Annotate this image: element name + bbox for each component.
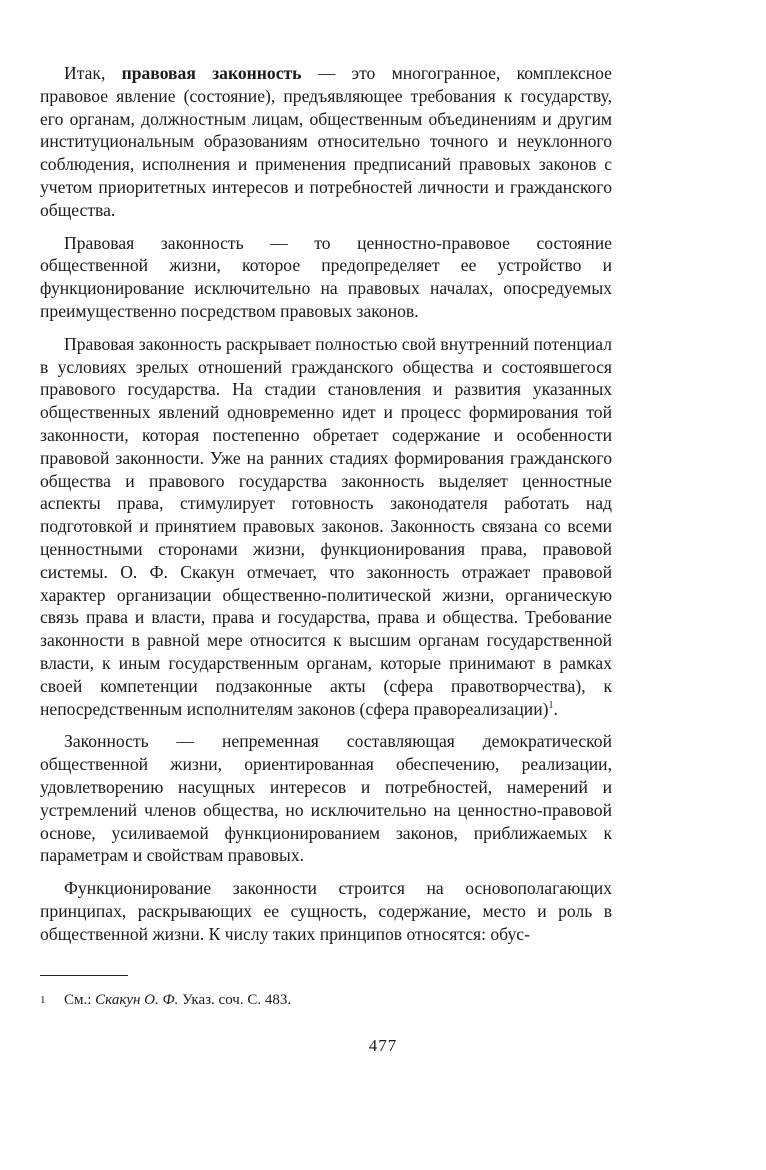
footnote-reference: 1	[548, 699, 554, 711]
paragraph-2-text: Правовая законность — то ценностно-правовое состояние общественной жизни, которое предопределяет ее устройство и функционирование исключительно на правовых началах, опосредуемых преимущественно посредством правовых законов.	[40, 232, 612, 321]
footnote-divider	[40, 975, 128, 976]
page-body	[40, 62, 612, 945]
footnote-author: Скакун О. Ф.	[95, 992, 179, 1008]
paragraph-5	[40, 877, 612, 945]
paragraph-5-text: Функционирование законности строится на основополагающих принципах, раскрывающих ее сущность, содержание, место и роль в общественной жизни. К числу таких принципов относятся: обус-	[40, 878, 612, 944]
paragraph-1-lead: Итак,	[64, 63, 122, 83]
paragraph-1	[40, 62, 612, 222]
footnote-prefix: См.:	[64, 992, 96, 1008]
footnote	[40, 990, 612, 1010]
footnote-number: 1	[40, 994, 46, 1006]
page-number: 477	[368, 1036, 398, 1055]
paragraph-3-text: Правовая законность раскрывает полностью свой внутренний потенциал в условиях зрелых отношений гражданского общества и состоявшегося правового государства. На стадии становления и развития указанных общественных явлений одновременно идет и процесс формирования той законности, которая постепенно обретает содержание и особенности правовой законности. Уже на ранних стадиях формирования гражданского общества и правового государства законность выделяет ценностные аспекты права, стимулирует готовность законодателя работать над подготовкой и принятием правовых законов. Законность связана со всеми ценностными сторонами жизни, функционирования права, правовой системы. О. Ф. Скакун отмечает, что законность отражает правовой характер организации общественно-политической жизни, органическую связь права и власти, права и государства, права и общества. Требование законности в равной мере относится к высшим органам государственной власти, к иным государственным органам, которые принимают в рамках своей компетенции подзаконные акты (сфера правотворчества), к непосредственным исполнителям законов (сфера правореализации)	[40, 333, 612, 719]
paragraph-4-text: Законность — непременная составляющая демократической общественной жизни, ориентированная обеспечению, реализации, удовлетворению насущных интересов и потребностей, намерений и устремлений членов общества, но исключительно на ценностно-правовой основе, усиливаемой функционированием законов, приближаемых к параметрам и свойствам правовых.	[40, 731, 612, 866]
paragraph-3-tail: .	[553, 698, 558, 719]
paragraph-4	[40, 730, 612, 867]
paragraph-3	[40, 333, 612, 721]
term-legal-legality: правовая законность	[121, 63, 302, 83]
footnote-source: Указ. соч. С. 483.	[178, 992, 292, 1008]
paragraph-1-text: — это многогранное, комплексное правовое явление (состояние), предъявляющее требования к государству, его органам, должностным лицам, общественным объединениям и другим институциональным образованиям относительно точного и неуклонного соблюдения, исполнения и применения предписаний правовых законов с учетом приоритетных интересов и потребностей личности и гражданского общества.	[40, 63, 612, 220]
paragraph-2	[40, 232, 612, 323]
